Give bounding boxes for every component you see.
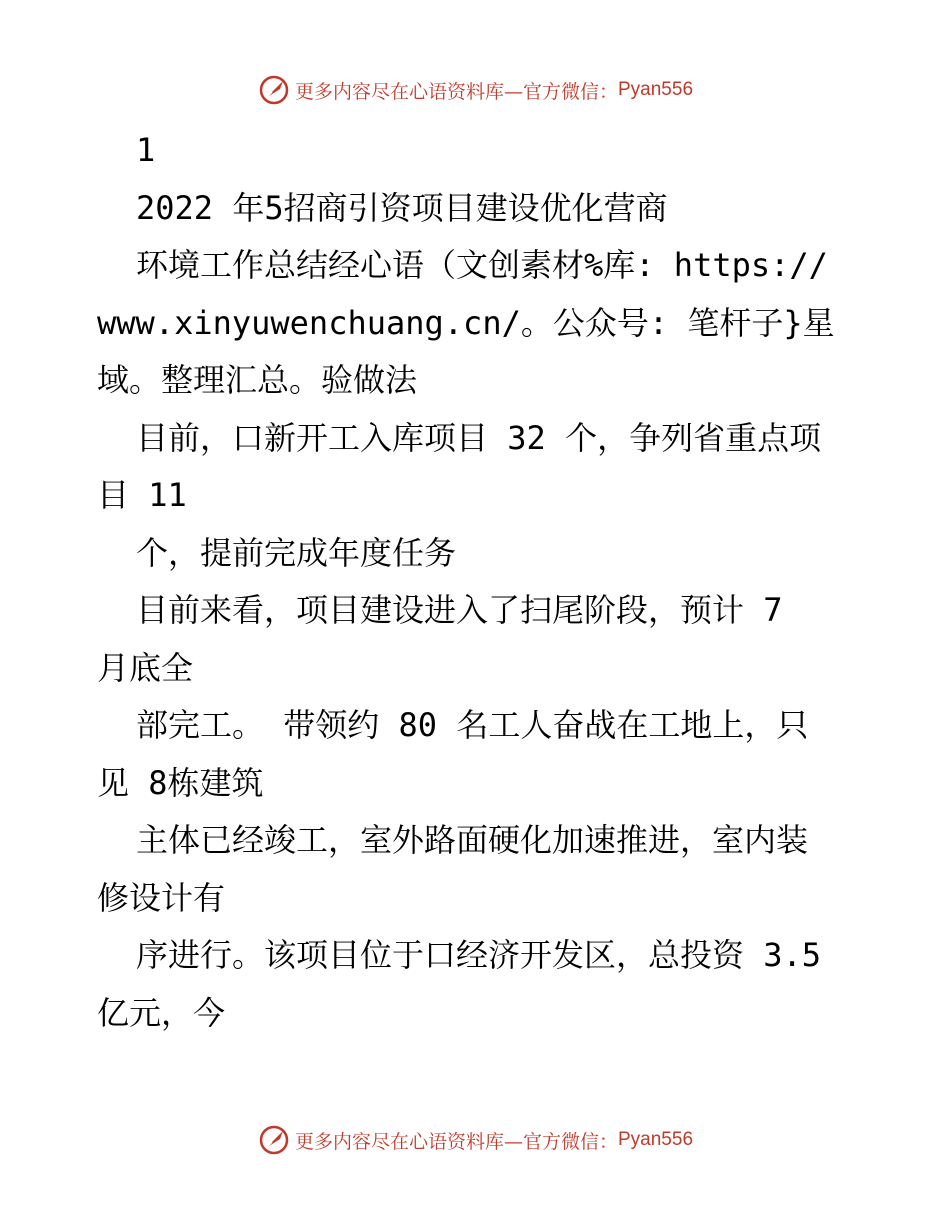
document-body: [97, 122, 857, 1042]
text-line: 月底全: [97, 648, 194, 687]
text-line: 部完工。 带领约 80 名工人奋战在工地上，只: [136, 706, 809, 744]
text-line: 1: [136, 131, 156, 169]
text-line: 见 8栋建筑: [97, 763, 264, 802]
text-line: 修设计有: [97, 878, 226, 917]
text-line: 主体已经竣工，室外路面硬化加速推进，室内装: [136, 821, 809, 859]
text-line: 目前来看，项目建设进入了扫尾阶段，预计 7: [136, 591, 783, 629]
text-line: 目前，口新开工入库项目 32 个，争列省重点项: [136, 418, 822, 457]
footer-banner-text: 更多内容尽在心语资料库—官方微信：: [294, 1130, 618, 1153]
text-line: www.xinyuwenchuang.cn/。公众号: 笔杆子}星: [97, 303, 835, 342]
footer-wechat-id: Pyan556: [618, 1129, 694, 1150]
text-line: 环境工作总结经心语（文创素材%库: https://: [136, 246, 828, 284]
quill-pen-logo-icon: [257, 73, 291, 107]
text-line: 个，提前完成年度任务: [136, 533, 457, 572]
text-line: 目 11: [97, 476, 187, 514]
footer-banner: [0, 1120, 950, 1160]
quill-pen-logo-icon: [257, 1123, 291, 1157]
text-line: 2022 年5招商引资项目建设优化营商: [136, 188, 668, 227]
text-line: 序进行。该项目位于口经济开发区，总投资 3.5: [136, 936, 822, 974]
header-banner: [0, 70, 950, 110]
header-banner-text: 更多内容尽在心语资料库—官方微信：: [294, 80, 618, 103]
header-wechat-id: Pyan556: [618, 79, 694, 100]
text-line: 亿元，今: [97, 993, 226, 1032]
text-line: 域。整理汇总。验做法: [97, 361, 418, 399]
